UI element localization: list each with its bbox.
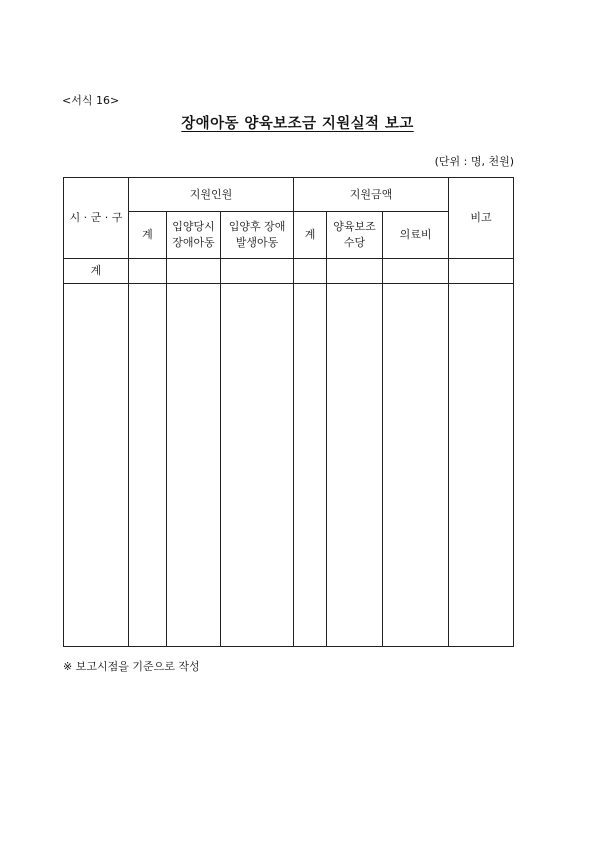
data-cell[interactable] bbox=[327, 284, 383, 647]
data-cell[interactable] bbox=[383, 284, 449, 647]
remarks-header: 비고 bbox=[449, 178, 514, 259]
header-row-2 bbox=[64, 212, 514, 259]
childcare-allowance-label: 양육보조 수당 bbox=[333, 220, 376, 249]
total-cell[interactable] bbox=[294, 259, 327, 284]
data-cell[interactable] bbox=[294, 284, 327, 647]
total-row bbox=[64, 259, 514, 284]
total-cell[interactable] bbox=[129, 259, 167, 284]
childcare-allowance-header bbox=[327, 212, 383, 259]
total-cell[interactable] bbox=[167, 259, 221, 284]
total-row-label: 계 bbox=[64, 259, 129, 284]
report-table bbox=[63, 177, 514, 647]
unit-note: (단위 : 명, 천원) bbox=[434, 155, 514, 168]
total-cell[interactable] bbox=[327, 259, 383, 284]
document-title: 장애아동 양육보조금 지원실적 보고 bbox=[181, 115, 414, 132]
data-cell[interactable] bbox=[449, 284, 514, 647]
form-number: <서식 16> bbox=[62, 94, 120, 107]
total-cell[interactable] bbox=[449, 259, 514, 284]
disabled-after-adoption-header bbox=[221, 212, 294, 259]
medical-expense-header: 의료비 bbox=[383, 212, 449, 259]
people-total-header: 계 bbox=[129, 212, 167, 259]
amount-total-header: 계 bbox=[294, 212, 327, 259]
data-cell[interactable] bbox=[129, 284, 167, 647]
header-row-1 bbox=[64, 178, 514, 212]
region-header: 시 · 군 · 구 bbox=[64, 178, 129, 259]
data-cell[interactable] bbox=[167, 284, 221, 647]
disabled-at-adoption-header bbox=[167, 212, 221, 259]
disabled-at-adoption-label: 입양당시 장애아동 bbox=[172, 220, 215, 249]
total-cell[interactable] bbox=[383, 259, 449, 284]
support-amount-header: 지원금액 bbox=[294, 178, 449, 212]
data-entry-row bbox=[64, 284, 514, 647]
total-cell[interactable] bbox=[221, 259, 294, 284]
support-people-header: 지원인원 bbox=[129, 178, 294, 212]
data-cell[interactable] bbox=[64, 284, 129, 647]
disabled-after-adoption-label: 입양후 장애 발생아동 bbox=[228, 220, 286, 249]
footnote: ※ 보고시점을 기준으로 작성 bbox=[63, 660, 200, 673]
document-title-container bbox=[0, 112, 595, 133]
data-cell[interactable] bbox=[221, 284, 294, 647]
